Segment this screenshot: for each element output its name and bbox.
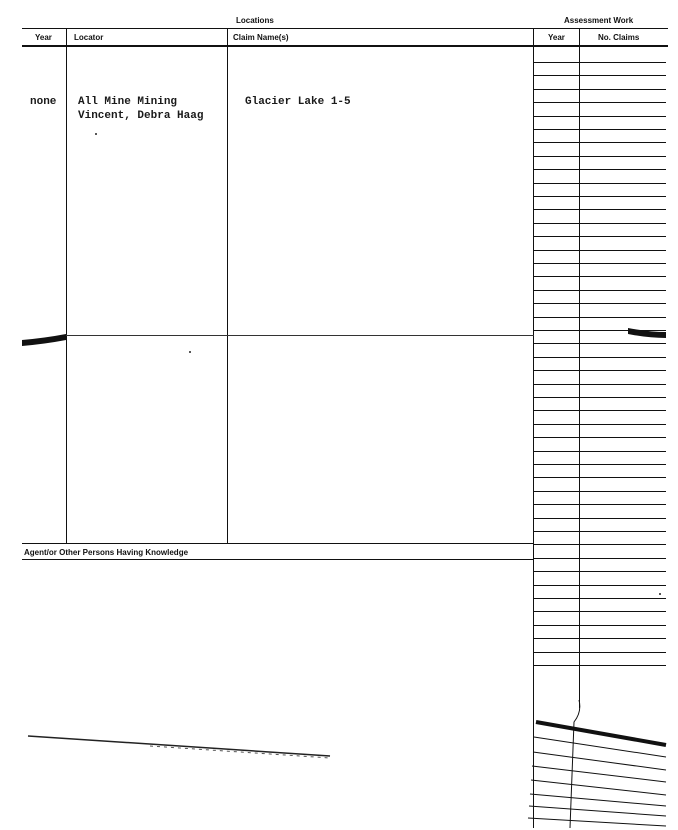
entry-claim-name: Glacier Lake 1-5 — [245, 96, 351, 108]
col-header-claim-names: Claim Name(s) — [233, 33, 289, 42]
agent-section-label: Agent/or Other Persons Having Knowledge — [24, 548, 189, 557]
entry-locator-line1: All Mine Mining — [78, 96, 178, 108]
col-header-year: Year — [35, 33, 52, 42]
locations-title: Locations — [236, 16, 274, 25]
entry-locator-line2: Vincent, Debra Haag — [78, 110, 204, 122]
entry-year: none — [30, 96, 57, 108]
assessment-work-title: Assessment Work — [564, 16, 634, 25]
right-binding-mark — [628, 328, 666, 338]
left-binding-mark — [22, 334, 66, 346]
col-header-no-claims: No. Claims — [598, 33, 640, 42]
col-header-assessment-year: Year — [548, 33, 565, 42]
skewed-heavy-rule — [536, 722, 666, 745]
col-header-locator: Locator — [74, 33, 104, 42]
skewed-bottom-rule — [28, 736, 330, 756]
